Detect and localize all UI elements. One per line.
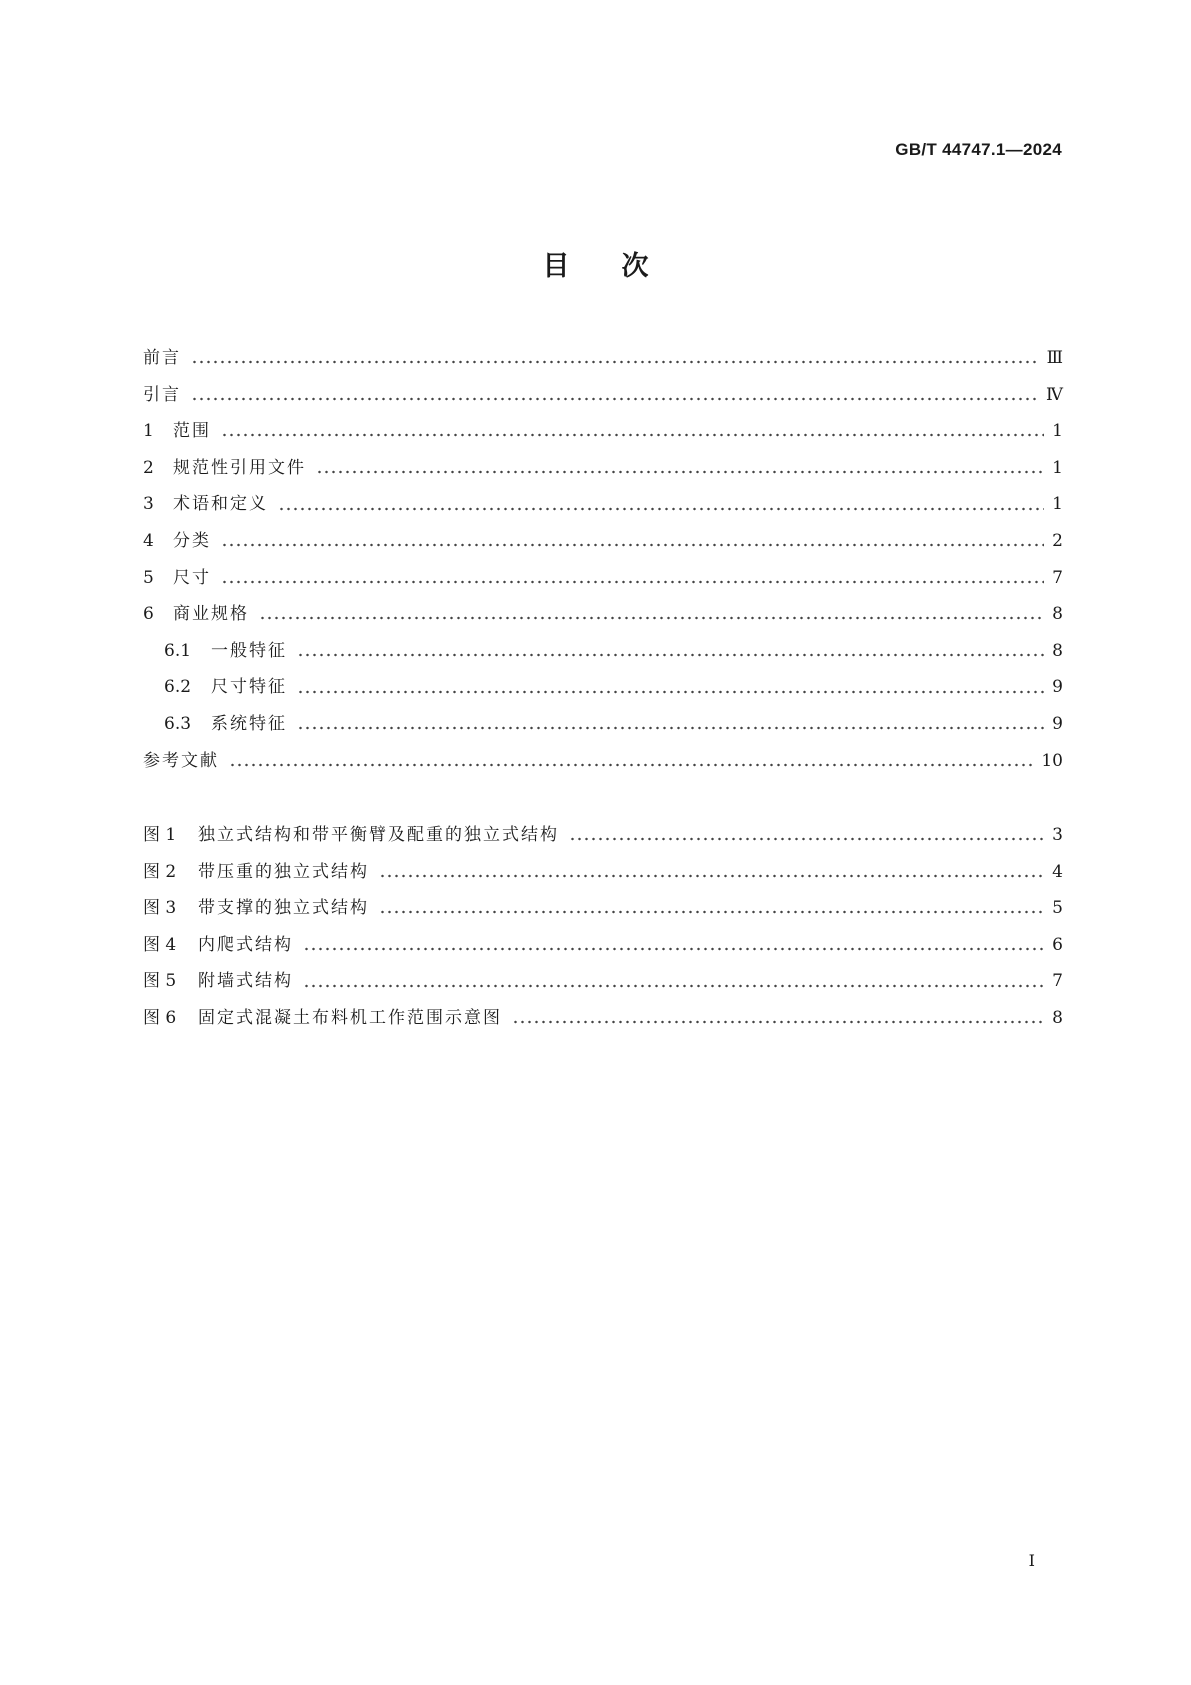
toc-figure-title: 固定式混凝土布料机工作范围示意图 (198, 1007, 502, 1028)
toc-entry-number: 4 (143, 530, 154, 551)
toc-figure-number: 图 1 (143, 825, 177, 845)
toc-entry-title: 参考文献 (143, 750, 219, 771)
toc-entry-page: 9 (1052, 677, 1063, 698)
toc-entry-page: 10 (1041, 750, 1063, 771)
toc-entry-section-6-2[interactable] (143, 669, 1063, 706)
toc-entry-title: 规范性引用文件 (173, 457, 306, 478)
toc-entry-title: 术语和定义 (173, 494, 268, 515)
toc-entry-page: 8 (1052, 604, 1063, 625)
dot-leader (297, 690, 1044, 694)
dot-leader (259, 616, 1044, 620)
toc-entry-introduction[interactable] (143, 377, 1063, 414)
dot-leader (191, 397, 1038, 401)
toc-title: 目次 (542, 251, 701, 282)
toc-figure-title: 内爬式结构 (198, 934, 293, 955)
toc-entry-section-6-3[interactable] (143, 706, 1063, 743)
dot-leader (191, 360, 1039, 364)
toc-entry-section-4[interactable] (143, 523, 1063, 560)
toc-figure-number: 图 3 (143, 898, 177, 919)
toc-figure-number: 图 4 (143, 934, 177, 955)
toc-entry-page: 2 (1052, 530, 1063, 551)
dot-leader (569, 837, 1044, 841)
dot-leader (512, 1020, 1044, 1024)
toc-entry-title: 引言 (143, 384, 181, 405)
toc-figure-title: 独立式结构和带平衡臂及配重的独立式结构 (198, 825, 559, 845)
toc-entry-number: 2 (143, 457, 154, 478)
toc-entry-section-2[interactable] (143, 450, 1063, 487)
page-number: Ⅰ (1028, 1551, 1035, 1570)
toc-entry-title: 分类 (173, 530, 211, 551)
toc-entry-bibliography[interactable] (143, 743, 1063, 780)
toc-entry-page: 1 (1052, 457, 1063, 478)
dot-leader (221, 433, 1044, 437)
toc-entry-number: 3 (143, 494, 154, 515)
dot-leader (316, 470, 1044, 474)
dot-leader (221, 543, 1044, 547)
dot-leader (379, 910, 1044, 914)
toc-figure-page: 7 (1052, 971, 1063, 992)
toc-figure-2[interactable] (143, 854, 1063, 891)
toc-entry-number: 6 (143, 604, 154, 625)
toc-figure-5[interactable] (143, 963, 1063, 1000)
toc-entry-page: 7 (1052, 567, 1063, 588)
dot-leader (297, 653, 1044, 657)
toc-figure-6[interactable] (143, 1000, 1063, 1037)
dot-leader (229, 763, 1033, 767)
toc-entry-section-1[interactable] (143, 413, 1063, 450)
toc-figure-number: 图 6 (143, 1007, 177, 1028)
toc-figure-page: 6 (1052, 934, 1063, 955)
dot-leader (303, 984, 1044, 988)
toc-figure-page: 3 (1052, 825, 1063, 845)
toc-entry-page: 1 (1052, 494, 1063, 515)
toc-entry-title: 系统特征 (211, 713, 287, 734)
toc-figure-title: 附墙式结构 (198, 971, 293, 992)
toc-entry-section-6[interactable] (143, 596, 1063, 633)
toc-figure-page: 5 (1052, 898, 1063, 919)
toc-entry-title: 前言 (143, 348, 181, 368)
dot-leader (303, 947, 1044, 951)
toc-entry-number: 6.1 (164, 640, 192, 661)
toc-entry-page: 1 (1052, 421, 1063, 442)
toc-entry-number: 5 (143, 567, 154, 588)
dot-leader (297, 726, 1044, 730)
toc-sections (143, 340, 1063, 779)
toc-entry-section-6-1[interactable] (143, 633, 1063, 670)
dot-leader (221, 580, 1044, 584)
toc-entry-number: 6.3 (164, 713, 192, 734)
toc-figure-1[interactable] (143, 817, 1063, 854)
toc-entry-foreword[interactable] (143, 340, 1063, 377)
toc-figure-title: 带压重的独立式结构 (198, 861, 369, 882)
toc-entry-page: Ⅲ (1046, 348, 1063, 368)
toc-figure-number: 图 2 (143, 861, 177, 882)
toc-entry-title: 尺寸特征 (211, 677, 287, 698)
toc-entry-page: 8 (1052, 640, 1063, 661)
toc-entry-title: 一般特征 (211, 640, 287, 661)
toc-entry-title: 尺寸 (173, 567, 211, 588)
toc-figure-page: 4 (1052, 861, 1063, 882)
toc-figure-page: 8 (1052, 1007, 1063, 1028)
toc-entry-title: 范围 (173, 421, 211, 442)
dot-leader (278, 507, 1044, 511)
toc-entry-title: 商业规格 (173, 604, 249, 625)
toc-entry-section-3[interactable] (143, 486, 1063, 523)
toc-figure-title: 带支撑的独立式结构 (198, 898, 369, 919)
dot-leader (379, 874, 1044, 878)
toc-entry-number: 6.2 (164, 677, 192, 698)
standard-number: GB/T 44747.1—2024 (895, 140, 1062, 159)
toc-entry-number: 1 (143, 421, 154, 442)
toc-figure-number: 图 5 (143, 971, 177, 992)
toc-entry-page: 9 (1052, 713, 1063, 734)
toc-entry-page: Ⅳ (1046, 384, 1063, 405)
toc-entry-section-5[interactable] (143, 560, 1063, 597)
toc-figure-3[interactable] (143, 890, 1063, 927)
toc-figures (143, 817, 1063, 1037)
toc-figure-4[interactable] (143, 927, 1063, 964)
